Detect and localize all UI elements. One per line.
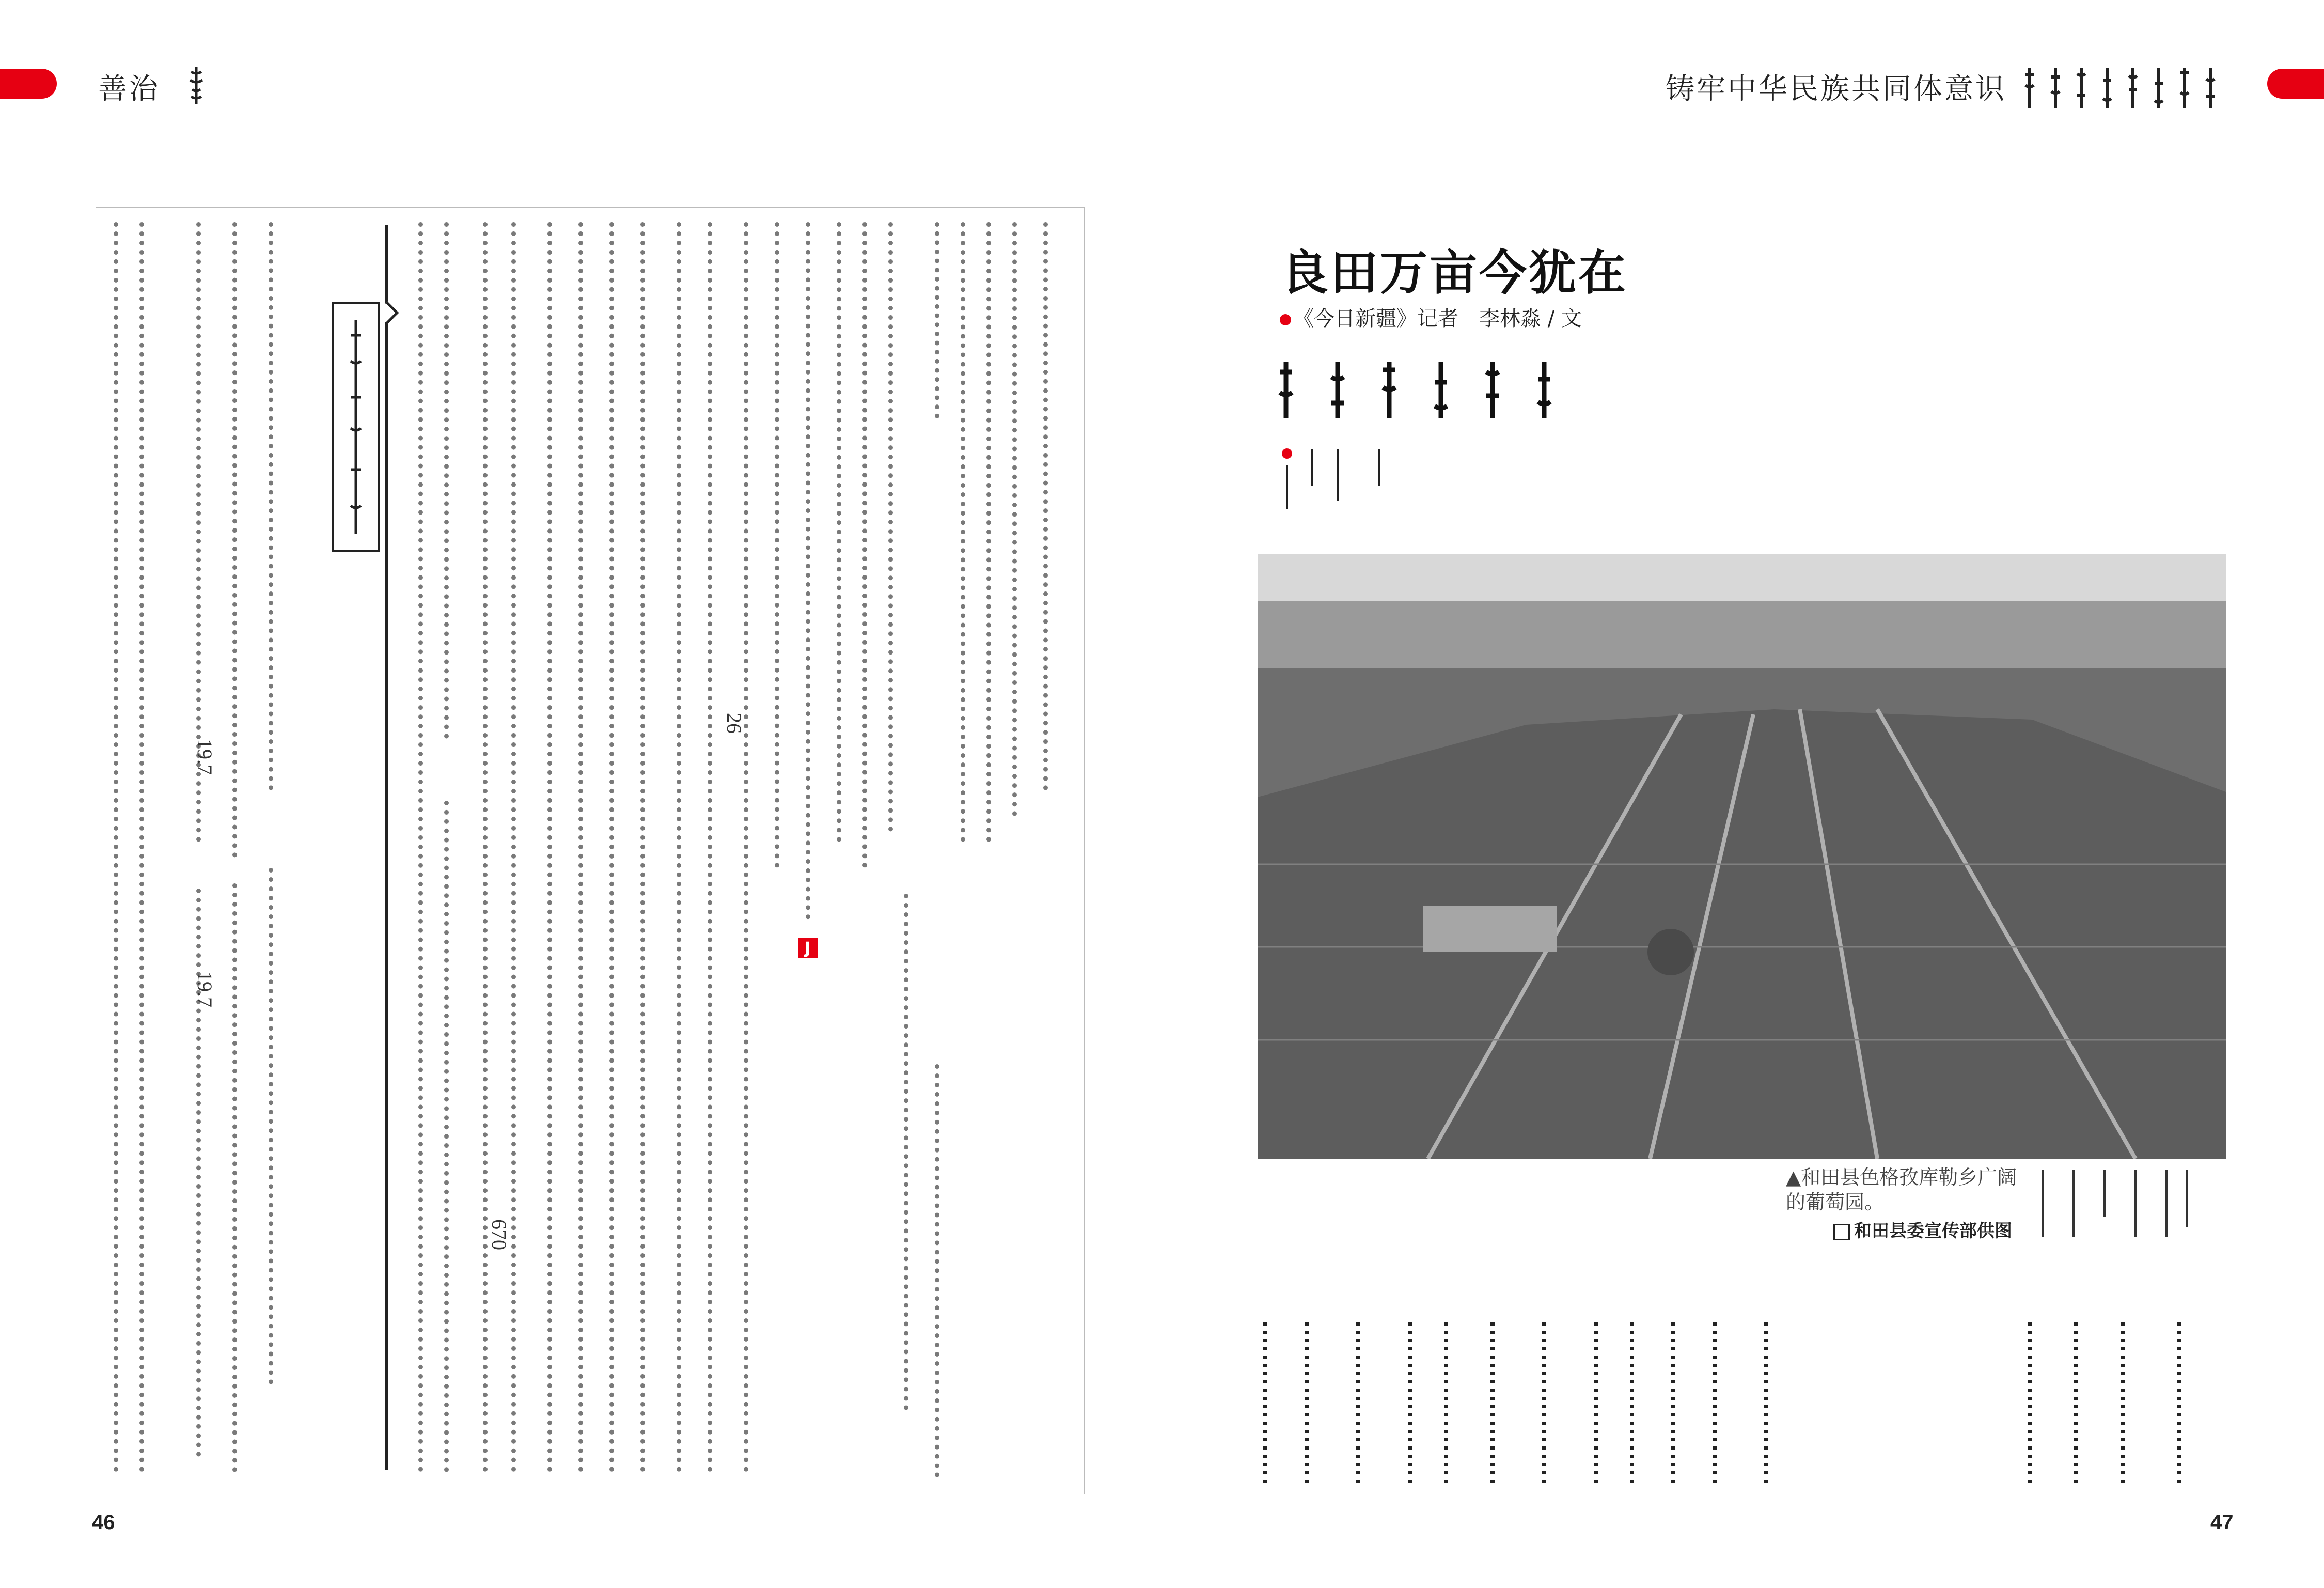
mongolian-subheading-box <box>332 302 380 552</box>
credit-icon <box>1833 1224 1850 1240</box>
mongolian-section-title-right <box>2019 65 2226 111</box>
byline-bullet <box>1280 314 1291 325</box>
article-end-mark: J <box>798 938 818 958</box>
mongolian-byline <box>1276 444 1410 511</box>
inline-number: 19.7 <box>193 971 216 1007</box>
section-title-left: 善治 <box>98 72 160 106</box>
inline-number: 19.7 <box>193 739 216 775</box>
inline-number: 670 <box>488 1219 511 1250</box>
photo-credit-text: 和田县委宣传部供图 <box>1854 1221 2012 1241</box>
vineyard-aerial-photo <box>1258 554 2226 1159</box>
mongolian-body-text-right-a <box>1255 1312 1782 1488</box>
byline-text: 《今日新疆》记者 李林淼 / 文 <box>1293 307 1582 331</box>
mongolian-body-text-left <box>98 222 1079 1488</box>
mongolian-body-text-right-b <box>2019 1312 2236 1488</box>
mongolian-article-title <box>1276 356 1585 424</box>
photo-credit <box>1833 1217 2012 1242</box>
page-number-right: 47 <box>2210 1511 2234 1534</box>
article-title: 良田万亩今犹在 <box>1281 245 1628 301</box>
header-left-tab <box>0 69 57 99</box>
section-title-right: 铸牢中华民族共同体意识 <box>1666 72 2006 106</box>
article-byline <box>1280 302 1582 332</box>
photo-caption: ▲和田县色格孜库勒乡广阔的葡萄园。 <box>1786 1166 2017 1213</box>
left-page-column-divider <box>385 225 388 1470</box>
inline-number: 26 <box>723 713 746 734</box>
mongolian-section-title-left <box>181 65 212 106</box>
mongolian-photo-caption <box>2032 1165 2197 1248</box>
page-number-left: 46 <box>92 1511 115 1534</box>
header-right-tab <box>2267 69 2324 99</box>
